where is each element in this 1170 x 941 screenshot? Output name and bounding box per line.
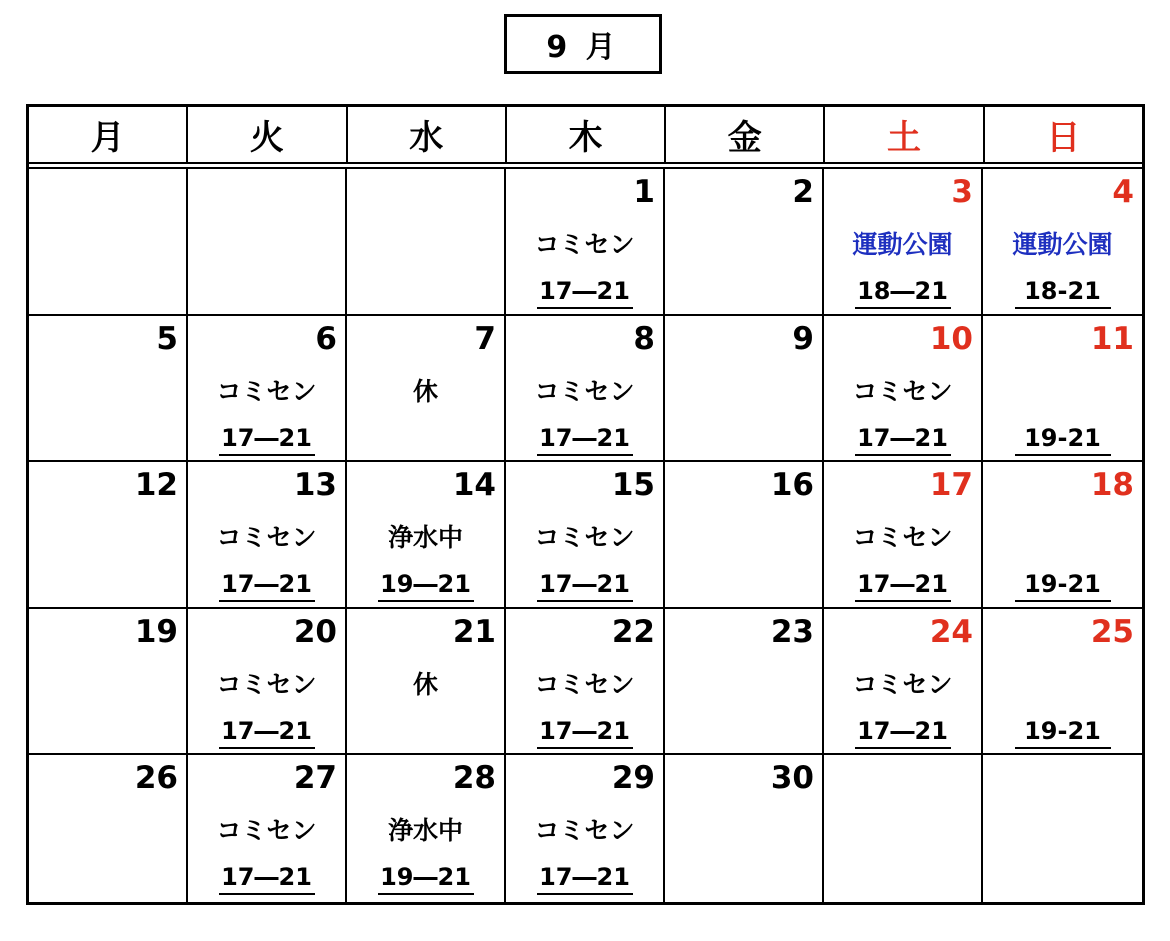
day-number: 24 — [929, 613, 973, 650]
day-number: 22 — [611, 613, 655, 650]
calendar-day-cell — [29, 316, 188, 463]
day-number: 13 — [293, 467, 337, 504]
calendar-day-cell — [188, 169, 347, 316]
calendar-day-cell — [347, 462, 506, 609]
calendar-day-cell — [824, 755, 983, 902]
calendar-day-cell — [347, 169, 506, 316]
weekday-header-cell: 火 — [188, 107, 347, 162]
day-number: 5 — [156, 320, 178, 357]
practice-time: 18-21 — [983, 277, 1142, 309]
day-number: 6 — [315, 320, 337, 357]
practice-venue: コミセン — [534, 523, 635, 553]
calendar-day-cell — [506, 609, 665, 756]
day-number: 19 — [134, 613, 178, 650]
practice-venue: コミセン — [852, 523, 953, 553]
practice-venue: コミセン — [216, 669, 317, 699]
practice-time: 17―21 — [506, 277, 663, 309]
calendar-day-cell — [506, 316, 665, 463]
practice-venue: コミセン — [216, 376, 317, 406]
practice-time: 17―21 — [188, 863, 345, 895]
practice-time: 19-21 — [983, 424, 1142, 456]
practice-venue: コミセン — [216, 523, 317, 553]
day-number: 18 — [1090, 467, 1134, 504]
practice-venue: コミセン — [216, 816, 317, 846]
day-number: 16 — [770, 467, 814, 504]
calendar-day-cell — [347, 755, 506, 902]
calendar-day-cell — [824, 609, 983, 756]
practice-time: 17―21 — [824, 570, 981, 602]
calendar-day-cell — [824, 462, 983, 609]
practice-time: 17―21 — [506, 717, 663, 749]
day-number: 12 — [134, 467, 178, 504]
day-number: 28 — [452, 760, 496, 797]
day-number: 14 — [452, 467, 496, 504]
day-number: 30 — [770, 760, 814, 797]
practice-time: 17―21 — [188, 570, 345, 602]
practice-venue: 運動公園 — [852, 230, 953, 259]
day-number: 15 — [611, 467, 655, 504]
calendar-day-cell — [983, 755, 1142, 902]
day-number: 25 — [1090, 613, 1134, 650]
calendar-day-cell — [983, 609, 1142, 756]
practice-venue: コミセン — [852, 376, 953, 406]
day-number: 3 — [951, 174, 973, 210]
calendar-day-cell — [665, 755, 824, 902]
calendar-body — [29, 169, 1142, 902]
day-number: 10 — [929, 320, 973, 357]
day-number: 9 — [792, 320, 814, 357]
practice-venue: コミセン — [534, 816, 635, 846]
month-title: 9 月 — [504, 14, 662, 74]
practice-time: 17―21 — [506, 570, 663, 602]
day-number: 7 — [474, 320, 496, 357]
calendar-day-cell — [506, 755, 665, 902]
calendar-day-cell — [983, 169, 1142, 316]
calendar-day-cell — [824, 169, 983, 316]
day-number: 20 — [293, 613, 337, 650]
calendar-day-cell — [29, 462, 188, 609]
practice-time: 19-21 — [983, 570, 1142, 602]
calendar-grid — [26, 104, 1145, 905]
day-number: 8 — [633, 320, 655, 357]
practice-venue: 浄水中 — [387, 816, 463, 846]
weekday-header-cell: 木 — [507, 107, 666, 162]
calendar-day-cell — [188, 755, 347, 902]
calendar-day-cell — [29, 755, 188, 902]
calendar-day-cell — [824, 316, 983, 463]
calendar-day-cell — [506, 462, 665, 609]
day-number: 17 — [929, 467, 973, 504]
weekday-header-cell: 月 — [29, 107, 188, 162]
practice-venue: コミセン — [852, 669, 953, 699]
practice-venue: コミセン — [534, 230, 635, 259]
practice-time: 17―21 — [506, 863, 663, 895]
practice-venue: 浄水中 — [387, 523, 463, 553]
calendar-day-cell — [29, 609, 188, 756]
calendar-day-cell — [188, 462, 347, 609]
practice-time: 17―21 — [824, 717, 981, 749]
calendar-day-cell — [347, 316, 506, 463]
day-number: 21 — [452, 613, 496, 650]
calendar-day-cell — [347, 609, 506, 756]
weekday-header-cell: 金 — [666, 107, 825, 162]
weekday-header-cell: 土 — [825, 107, 984, 162]
practice-venue: 休 — [412, 376, 438, 406]
practice-time: 17―21 — [188, 424, 345, 456]
calendar-day-cell — [188, 316, 347, 463]
practice-time: 19―21 — [347, 863, 504, 895]
weekday-header-cell: 水 — [348, 107, 507, 162]
weekday-header — [29, 107, 1142, 169]
calendar-day-cell — [983, 462, 1142, 609]
calendar-day-cell — [188, 609, 347, 756]
day-number: 29 — [611, 760, 655, 797]
practice-venue: コミセン — [534, 376, 635, 406]
day-number: 1 — [633, 174, 655, 210]
practice-time: 19―21 — [347, 570, 504, 602]
practice-time: 17―21 — [188, 717, 345, 749]
calendar-day-cell — [665, 316, 824, 463]
practice-time: 17―21 — [506, 424, 663, 456]
calendar-day-cell — [506, 169, 665, 316]
calendar-day-cell — [29, 169, 188, 316]
weekday-header-cell: 日 — [1046, 118, 1081, 158]
practice-time: 19-21 — [983, 717, 1142, 749]
day-number: 2 — [792, 174, 814, 210]
calendar-day-cell — [665, 609, 824, 756]
practice-venue: 休 — [412, 669, 438, 699]
day-number: 27 — [293, 760, 337, 797]
calendar-day-cell — [665, 169, 824, 316]
day-number: 11 — [1090, 320, 1134, 357]
day-number: 4 — [1112, 174, 1134, 210]
practice-venue: コミセン — [534, 669, 635, 699]
day-number: 23 — [770, 613, 814, 650]
calendar-day-cell — [983, 316, 1142, 463]
practice-time: 17―21 — [824, 424, 981, 456]
practice-venue: 運動公園 — [1012, 230, 1113, 259]
calendar-day-cell — [665, 462, 824, 609]
day-number: 26 — [134, 760, 178, 797]
practice-time: 18―21 — [824, 277, 981, 309]
